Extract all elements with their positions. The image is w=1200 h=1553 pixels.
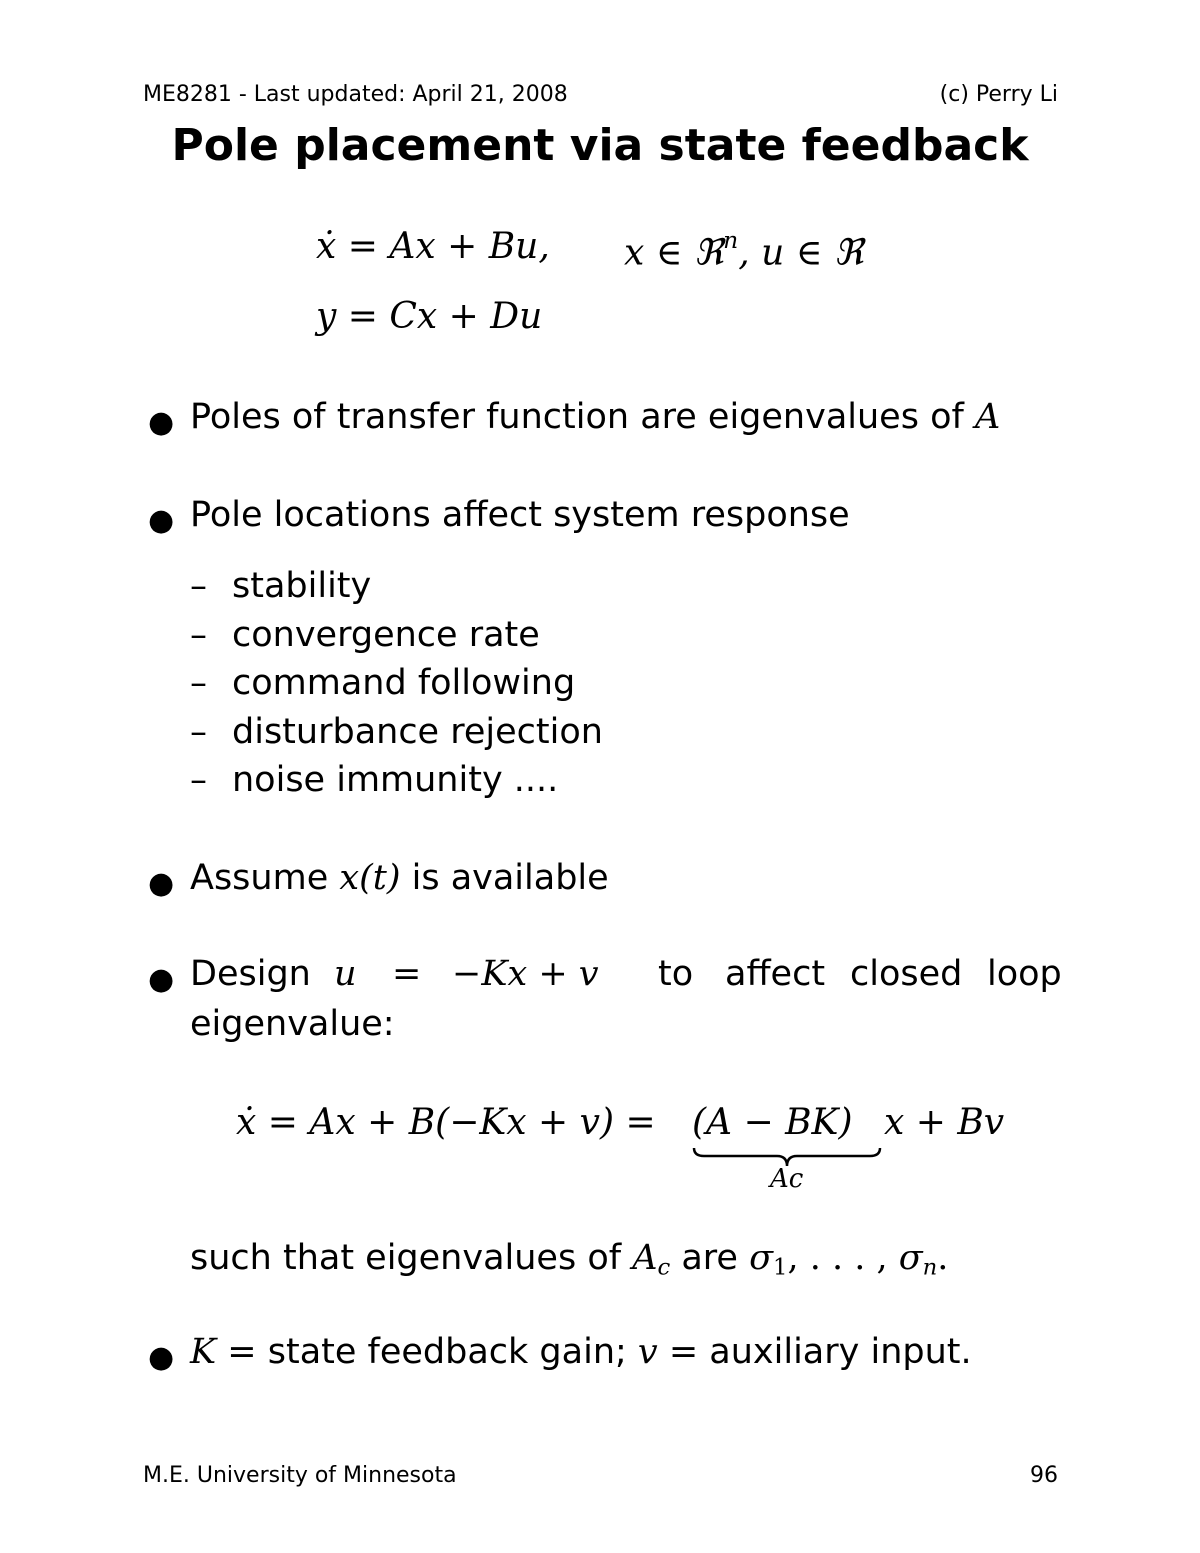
bullet-poles-text: Poles of transfer function are eigenvalues of (190, 397, 975, 437)
eigenvalue-condition (190, 1238, 948, 1281)
dash-icon: – (190, 663, 207, 703)
sub-item-convergence: convergence rate (232, 615, 540, 655)
bullet-assume-pre: Assume (190, 858, 340, 898)
header-right: (c) Perry Li (939, 82, 1058, 107)
bullet-poles (190, 397, 1000, 437)
bullet-dot: ● (148, 962, 175, 997)
bullet-dot: ● (148, 866, 175, 901)
bullet-gain (190, 1332, 972, 1372)
bullet-design-affect: affect (725, 954, 826, 994)
closed-loop-braced: (A − BK) (692, 1102, 853, 1143)
eigen-A: A (632, 1238, 658, 1278)
page-number: 96 (1030, 1463, 1058, 1488)
bullet-dot: ● (148, 503, 175, 538)
eigen-end: . (937, 1238, 949, 1278)
state-domain-u: , u ∈ ℜ (738, 232, 864, 274)
header-left: ME8281 - Last updated: April 21, 2008 (143, 82, 568, 107)
dash-icon: – (190, 712, 207, 752)
state-domain (624, 226, 863, 273)
bullet-gain-text1: = state feedback gain; (216, 1332, 638, 1372)
underbrace-label: Ac (770, 1164, 804, 1194)
eigen-pre: such that eigenvalues of (190, 1238, 633, 1278)
bullet-pole-locations: Pole locations affect system response (190, 495, 850, 535)
output-equation: y = Cx + Du (316, 296, 543, 337)
state-domain-x: x ∈ ℜ (624, 232, 724, 274)
closed-loop-left: ẋ = Ax + B(−Kx + v) = (236, 1102, 656, 1143)
page-title: Pole placement via state feedback (171, 120, 1029, 171)
bullet-design-closed: closed (850, 954, 963, 994)
bullet-design-rhs: −Kx + v (452, 954, 599, 994)
dash-icon: – (190, 615, 207, 655)
bullet-assume-math: x(t) (339, 858, 401, 898)
bullet-dot: ● (148, 1340, 175, 1375)
eigen-are: are (670, 1238, 750, 1278)
eigen-A-sub: c (657, 1254, 671, 1281)
eigen-sigman-sub: n (922, 1254, 938, 1281)
closed-loop-right: x + Bv (884, 1102, 1005, 1143)
bullet-dot: ● (148, 405, 175, 440)
bullet-gain-text2: = auxiliary input. (657, 1332, 972, 1372)
bullet-poles-math: A (974, 397, 1001, 437)
sub-item-command: command following (232, 663, 576, 703)
dash-icon: – (190, 760, 207, 800)
bullet-design-eq: = (392, 954, 422, 994)
sub-item-noise: noise immunity .... (232, 760, 559, 800)
eigen-sigman: σ (898, 1238, 923, 1278)
bullet-design-word: Design (190, 954, 311, 994)
sub-item-stability: stability (232, 566, 372, 606)
bullet-assume-post: is available (400, 858, 609, 898)
bullet-design-to: to (658, 954, 694, 994)
sub-item-disturbance: disturbance rejection (232, 712, 603, 752)
eigen-dots: , . . . , (787, 1238, 899, 1278)
eigen-sigma1: σ (749, 1238, 773, 1278)
bullet-design-u: u (334, 954, 357, 994)
bullet-assume (190, 858, 609, 898)
bullet-design-line2: eigenvalue: (190, 1004, 395, 1044)
dash-icon: – (190, 566, 207, 606)
bullet-design-loop: loop (987, 954, 1062, 994)
state-equation-lhs: ẋ = Ax + Bu, (316, 226, 550, 267)
eigen-sigma1-sub: 1 (772, 1254, 788, 1281)
bullet-gain-K: K (190, 1332, 217, 1372)
footer-left: M.E. University of Minnesota (143, 1463, 457, 1488)
state-equation (316, 226, 550, 267)
state-domain-exponent: n (723, 226, 739, 254)
bullet-gain-v: v (637, 1332, 658, 1372)
